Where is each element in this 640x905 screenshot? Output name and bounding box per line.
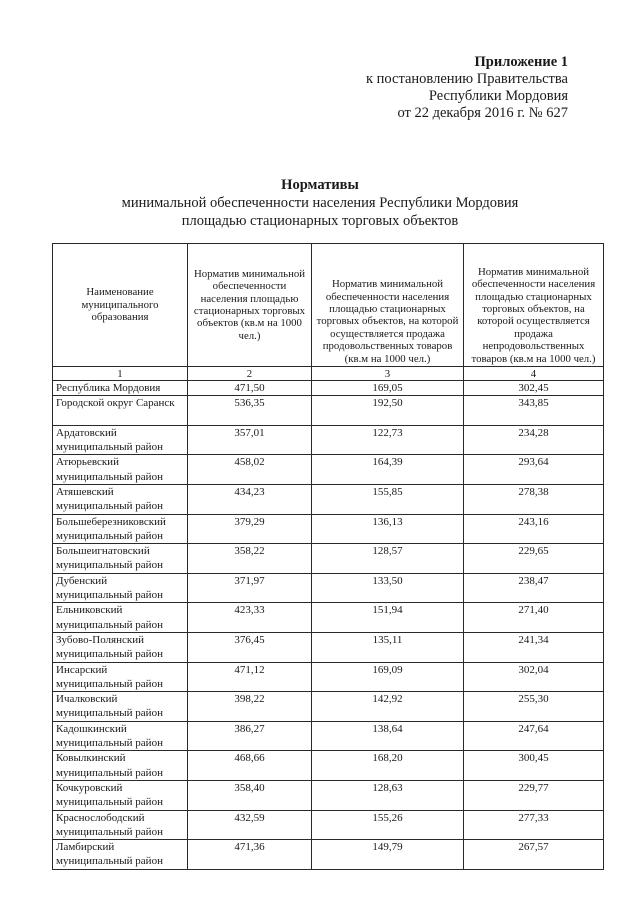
row-food: 149,79 bbox=[312, 840, 464, 870]
table-row bbox=[53, 810, 604, 840]
row-name: Зубово-Полянский муниципальный район bbox=[53, 632, 188, 662]
row-total: 398,22 bbox=[188, 692, 312, 722]
table-row bbox=[53, 751, 604, 781]
row-total: 358,22 bbox=[188, 544, 312, 574]
row-food: 168,20 bbox=[312, 751, 464, 781]
row-name: Ковылкинский муниципальный район bbox=[53, 751, 188, 781]
table-row bbox=[53, 425, 604, 455]
row-nonfood: 343,85 bbox=[464, 396, 604, 426]
table-row bbox=[53, 632, 604, 662]
row-total: 423,33 bbox=[188, 603, 312, 633]
row-nonfood: 277,33 bbox=[464, 810, 604, 840]
appendix-heading: Приложение 1 bbox=[474, 54, 568, 70]
row-food: 164,39 bbox=[312, 455, 464, 485]
row-food: 135,11 bbox=[312, 632, 464, 662]
table-row bbox=[53, 603, 604, 633]
row-nonfood: 255,30 bbox=[464, 692, 604, 722]
column-number-row bbox=[53, 367, 604, 381]
norms-table bbox=[52, 243, 604, 870]
row-total: 471,36 bbox=[188, 840, 312, 870]
row-nonfood: 278,38 bbox=[464, 484, 604, 514]
table-row bbox=[53, 662, 604, 692]
appendix-line: к постановлению Правительства bbox=[366, 71, 568, 87]
header-total: Норматив минимальной обеспеченности населения площадью стационарных торговых объектов (кв.м на 1000 чел.) bbox=[188, 244, 312, 367]
row-name: Ельниковский муниципальный район bbox=[53, 603, 188, 633]
table-row bbox=[53, 573, 604, 603]
row-name: Атяшевский муниципальный район bbox=[53, 484, 188, 514]
row-total: 379,29 bbox=[188, 514, 312, 544]
table-row bbox=[53, 381, 604, 396]
table-row bbox=[53, 396, 604, 426]
row-total: 376,45 bbox=[188, 632, 312, 662]
row-total: 371,97 bbox=[188, 573, 312, 603]
header-nonfood: Норматив минимальной обеспеченности населения площадью стационарных торговых объектов, на которой осуществляется продажа непродовольственных товаров (кв.м на 1000 чел.) bbox=[464, 244, 604, 367]
row-nonfood: 302,45 bbox=[464, 381, 604, 396]
column-number: 1 bbox=[53, 367, 188, 381]
table-row bbox=[53, 544, 604, 574]
row-total: 458,02 bbox=[188, 455, 312, 485]
row-name: Большеберезниковский муниципальный район bbox=[53, 514, 188, 544]
table-row bbox=[53, 780, 604, 810]
row-total: 471,12 bbox=[188, 662, 312, 692]
row-nonfood: 241,34 bbox=[464, 632, 604, 662]
row-food: 169,09 bbox=[312, 662, 464, 692]
row-total: 536,35 bbox=[188, 396, 312, 426]
row-name: Ардатовский муниципальный район bbox=[53, 425, 188, 455]
row-food: 192,50 bbox=[312, 396, 464, 426]
title-line: площадью стационарных торговых объектов bbox=[181, 213, 459, 229]
row-nonfood: 300,45 bbox=[464, 751, 604, 781]
column-number: 4 bbox=[464, 367, 604, 381]
row-name: Ламбирский муниципальный район bbox=[53, 840, 188, 870]
appendix-line: от 22 декабря 2016 г. № 627 bbox=[397, 105, 568, 121]
row-nonfood: 234,28 bbox=[464, 425, 604, 455]
row-name: Кочкуровский муниципальный район bbox=[53, 780, 188, 810]
row-food: 151,94 bbox=[312, 603, 464, 633]
row-nonfood: 247,64 bbox=[464, 721, 604, 751]
row-name: Городской округ Саранск bbox=[53, 396, 188, 426]
column-number: 2 bbox=[188, 367, 312, 381]
row-nonfood: 293,64 bbox=[464, 455, 604, 485]
column-number: 3 bbox=[312, 367, 464, 381]
title-main: Нормативы bbox=[281, 177, 359, 193]
title-line: минимальной обеспеченности населения Республики Мордовия bbox=[121, 195, 519, 211]
row-nonfood: 243,16 bbox=[464, 514, 604, 544]
row-total: 471,50 bbox=[188, 381, 312, 396]
table-header-row bbox=[53, 244, 604, 367]
row-name: Республика Мордовия bbox=[53, 381, 188, 396]
row-food: 142,92 bbox=[312, 692, 464, 722]
row-total: 468,66 bbox=[188, 751, 312, 781]
row-name: Кадошкинский муниципальный район bbox=[53, 721, 188, 751]
table-row bbox=[53, 840, 604, 870]
row-name: Дубенский муниципальный район bbox=[53, 573, 188, 603]
table-row bbox=[53, 721, 604, 751]
row-total: 432,59 bbox=[188, 810, 312, 840]
row-food: 133,50 bbox=[312, 573, 464, 603]
row-food: 128,57 bbox=[312, 544, 464, 574]
row-food: 128,63 bbox=[312, 780, 464, 810]
row-food: 169,05 bbox=[312, 381, 464, 396]
row-name: Инсарский муниципальный район bbox=[53, 662, 188, 692]
row-food: 122,73 bbox=[312, 425, 464, 455]
row-total: 358,40 bbox=[188, 780, 312, 810]
row-total: 434,23 bbox=[188, 484, 312, 514]
row-food: 155,26 bbox=[312, 810, 464, 840]
row-nonfood: 271,40 bbox=[464, 603, 604, 633]
row-food: 138,64 bbox=[312, 721, 464, 751]
row-food: 155,85 bbox=[312, 484, 464, 514]
table-row bbox=[53, 484, 604, 514]
document-title bbox=[0, 176, 640, 230]
table-row bbox=[53, 514, 604, 544]
row-nonfood: 302,04 bbox=[464, 662, 604, 692]
row-nonfood: 267,57 bbox=[464, 840, 604, 870]
row-name: Большеигнатовский муниципальный район bbox=[53, 544, 188, 574]
header-name: Наименование муниципального образования bbox=[53, 244, 188, 367]
row-nonfood: 238,47 bbox=[464, 573, 604, 603]
header-food: Норматив минимальной обеспеченности населения площадью стационарных торговых объектов, на которой осуществляется продажа продовольственных товаров (кв.м на 1000 чел.) bbox=[312, 244, 464, 367]
row-total: 386,27 bbox=[188, 721, 312, 751]
row-name: Атюрьевский муниципальный район bbox=[53, 455, 188, 485]
row-name: Ичалковский муниципальный район bbox=[53, 692, 188, 722]
appendix-block bbox=[366, 54, 568, 122]
row-nonfood: 229,65 bbox=[464, 544, 604, 574]
appendix-line: Республики Мордовия bbox=[428, 88, 568, 104]
table-row bbox=[53, 692, 604, 722]
table-row bbox=[53, 455, 604, 485]
row-food: 136,13 bbox=[312, 514, 464, 544]
row-total: 357,01 bbox=[188, 425, 312, 455]
row-name: Краснослободский муниципальный район bbox=[53, 810, 188, 840]
row-nonfood: 229,77 bbox=[464, 780, 604, 810]
